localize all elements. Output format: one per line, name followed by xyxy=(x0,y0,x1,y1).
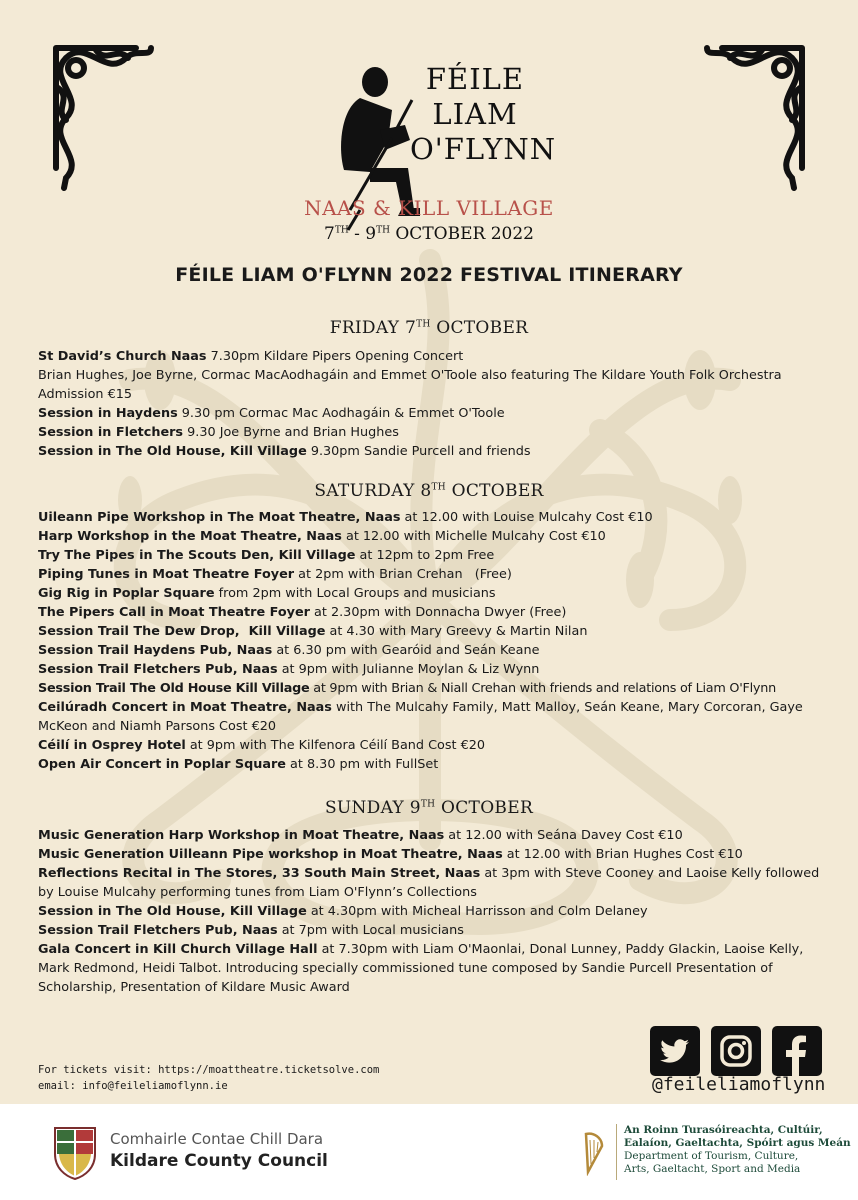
logo-title-line: O'FLYNN xyxy=(410,132,557,166)
event-venue: Music Generation Harp Workshop in Moat Theatre, Naas xyxy=(38,828,445,843)
event-item xyxy=(38,755,828,774)
event-venue: Session Trail Haydens Pub, Naas xyxy=(38,643,273,658)
logo-location: NAAS & KILL VILLAGE xyxy=(304,196,554,220)
event-venue: The Pipers Call in Moat Theatre Foyer xyxy=(38,605,310,620)
facebook-icon[interactable] xyxy=(772,1026,822,1076)
event-details: from 2pm with Local Groups and musicians xyxy=(214,586,496,601)
event-venue: Harp Workshop in the Moat Theatre, Naas xyxy=(38,529,342,544)
contact-info xyxy=(38,1062,379,1094)
event-item xyxy=(38,508,828,527)
event-details: at 7.30pm with Liam O'Maonlai, Donal Lunney, Paddy Glackin, Laoise Kelly, Mark Redmond, Heidi Talbot. Introducing specially commissioned tune composed by Sandie Purcell Presentation of Scholarship, Presentation of Kildare Music Award xyxy=(38,942,804,995)
day-heading-friday xyxy=(0,318,858,338)
day-name: SATURDAY 8 xyxy=(314,481,432,501)
date-start: 7 xyxy=(324,224,335,244)
event-item xyxy=(38,902,828,921)
celtic-knot-corner-right xyxy=(692,28,822,198)
council-name-irish: Comhairle Contae Chill Dara xyxy=(110,1130,324,1148)
dept-irish-line: An Roinn Turasóireachta, Cultúir, xyxy=(624,1124,823,1136)
kildare-crest-icon xyxy=(50,1124,100,1180)
event-venue: St David’s Church Naas xyxy=(38,349,207,364)
date-start-suffix: TH xyxy=(334,225,349,236)
day-month: OCTOBER xyxy=(435,798,534,818)
event-details: 9.30pm Sandie Purcell and friends xyxy=(306,444,531,459)
event-item xyxy=(38,660,828,679)
event-venue: Try The Pipes in The Scouts Den, Kill Village xyxy=(38,548,356,563)
event-item xyxy=(38,442,828,461)
day-name: FRIDAY 7 xyxy=(329,318,417,338)
logo-title-line: LIAM xyxy=(432,97,518,131)
event-details: with The Mulcahy Family, Matt Malloy, Seán Keane, Mary Corcoran, Gaye McKeon and Niamh Parsons Cost €20 xyxy=(38,700,803,734)
event-details: 9.30 pm Cormac Mac Aodhagáin & Emmet O'Toole xyxy=(177,406,505,421)
event-venue: Piping Tunes in Moat Theatre Foyer xyxy=(38,567,295,582)
event-venue: Uileann Pipe Workshop in The Moat Theatre, Naas xyxy=(38,510,401,525)
event-details: at 12.00 with Louise Mulcahy Cost €10 xyxy=(400,510,653,525)
event-item xyxy=(38,385,828,404)
day-suffix: TH xyxy=(416,319,431,330)
event-details: at 3pm with Steve Cooney and Laoise Kelly followed by Louise Mulcahy performing tunes from Liam O'Flynn’s Collections xyxy=(38,866,820,900)
date-separator: - xyxy=(348,224,366,244)
date-month-year: OCTOBER 2022 xyxy=(389,224,534,244)
event-item xyxy=(38,404,828,423)
council-name-english: Kildare County Council xyxy=(110,1151,328,1171)
department-name-irish xyxy=(624,1124,851,1150)
day-heading-saturday xyxy=(0,481,858,501)
event-list-saturday xyxy=(38,508,828,774)
date-end-suffix: TH xyxy=(376,225,390,236)
event-list-friday xyxy=(38,347,828,461)
event-details: 9.30 Joe Byrne and Brian Hughes xyxy=(183,425,399,440)
event-list-sunday xyxy=(38,826,828,997)
instagram-icon[interactable] xyxy=(711,1026,761,1076)
event-venue: Session in Fletchers xyxy=(38,425,184,440)
event-details: at 8.30 pm with FullSet xyxy=(285,757,439,772)
event-details: at 9pm with Julianne Moylan & Liz Wynn xyxy=(277,662,540,677)
harp-icon xyxy=(582,1130,606,1176)
event-venue: Music Generation Uilleann Pipe workshop in Moat Theatre, Naas xyxy=(38,847,503,862)
day-month: OCTOBER xyxy=(430,318,529,338)
department-name-english xyxy=(624,1150,800,1176)
event-item xyxy=(38,698,828,736)
event-item xyxy=(38,679,828,698)
dept-divider xyxy=(616,1124,617,1180)
event-details: at 4.30 with Mary Greevy & Martin Nilan xyxy=(325,624,588,639)
event-venue: Session Trail Fletchers Pub, Naas xyxy=(38,923,278,938)
event-details: at 2pm with Brian Crehan (Free) xyxy=(294,567,512,582)
event-item xyxy=(38,864,828,902)
event-item xyxy=(38,826,828,845)
event-item xyxy=(38,845,828,864)
event-venue: Session Trail The Old House Kill Village xyxy=(38,681,310,696)
celtic-knot-corner-left xyxy=(36,28,166,198)
event-item xyxy=(38,527,828,546)
event-details: 7.30pm Kildare Pipers Opening Concert xyxy=(206,349,464,364)
event-venue: Gig Rig in Poplar Square xyxy=(38,586,215,601)
event-venue: Session Trail The Dew Drop, Kill Village xyxy=(38,624,326,639)
logo-title-line: FÉILE xyxy=(425,62,525,96)
event-item xyxy=(38,940,828,997)
event-venue: Session in The Old House, Kill Village xyxy=(38,904,307,919)
email-link[interactable]: email: info@feileliamoflynn.ie xyxy=(38,1080,228,1092)
event-venue: Gala Concert in Kill Church Village Hall xyxy=(38,942,318,957)
event-details: Admission €15 xyxy=(38,387,132,402)
event-item xyxy=(38,546,828,565)
event-item xyxy=(38,347,828,366)
event-details: at 4.30pm with Micheal Harrisson and Colm Delaney xyxy=(306,904,648,919)
day-name: SUNDAY 9 xyxy=(324,798,421,818)
event-item xyxy=(38,622,828,641)
event-details: at 12.00 with Brian Hughes Cost €10 xyxy=(502,847,743,862)
dept-english-line: Arts, Gaeltacht, Sport and Media xyxy=(624,1163,801,1175)
event-item xyxy=(38,641,828,660)
dept-english-line: Department of Tourism, Culture, xyxy=(624,1150,799,1162)
dept-irish-line: Ealaíon, Gaeltachta, Spóirt agus Meán xyxy=(624,1137,851,1149)
event-venue: Session in The Old House, Kill Village xyxy=(38,444,307,459)
event-details: Brian Hughes, Joe Byrne, Cormac MacAodhagáin and Emmet O'Toole also featuring The Kildare Youth Folk Orchestra xyxy=(38,368,782,383)
day-suffix: TH xyxy=(420,799,436,810)
event-details: at 7pm with Local musicians xyxy=(277,923,464,938)
event-item xyxy=(38,584,828,603)
day-month: OCTOBER xyxy=(445,481,544,501)
event-details: at 2.30pm with Donnacha Dwyer (Free) xyxy=(309,605,567,620)
event-details: at 12.00 with Seána Davey Cost €10 xyxy=(444,828,683,843)
event-venue: Session Trail Fletchers Pub, Naas xyxy=(38,662,278,677)
event-details: at 12.00 with Michelle Mulcahy Cost €10 xyxy=(341,529,606,544)
event-item xyxy=(38,921,828,940)
tickets-link[interactable]: For tickets visit: https://moattheatre.ticketsolve.com xyxy=(38,1064,380,1076)
event-details: at 6.30 pm with Gearóid and Seán Keane xyxy=(272,643,540,658)
event-venue: Ceilúradh Concert in Moat Theatre, Naas xyxy=(38,700,332,715)
logo-title xyxy=(410,62,557,167)
date-end: 9 xyxy=(365,224,377,244)
event-venue: Céilí in Osprey Hotel xyxy=(38,738,186,753)
event-details: at 9pm with The Kilfenora Céilí Band Cost €20 xyxy=(185,738,486,753)
event-venue: Session in Haydens xyxy=(38,406,178,421)
twitter-icon[interactable] xyxy=(650,1026,700,1076)
event-item xyxy=(38,565,828,584)
event-item xyxy=(38,603,828,622)
page-title: FÉILE LIAM O'FLYNN 2022 FESTIVAL ITINERARY xyxy=(175,264,683,286)
event-details: at 9pm with Brian & Niall Crehan with friends and relations of Liam O'Flynn xyxy=(309,681,776,696)
event-item xyxy=(38,736,828,755)
day-suffix: TH xyxy=(431,482,446,493)
event-item xyxy=(38,366,828,385)
event-venue: Open Air Concert in Poplar Square xyxy=(38,757,286,772)
event-details: at 12pm to 2pm Free xyxy=(355,548,495,563)
event-item xyxy=(38,423,828,442)
day-heading-sunday xyxy=(0,798,858,818)
event-venue: Reflections Recital in The Stores, 33 South Main Street, Naas xyxy=(38,866,481,881)
social-handle[interactable]: @feileliamoflynn xyxy=(652,1074,826,1095)
logo-dates xyxy=(300,224,558,244)
